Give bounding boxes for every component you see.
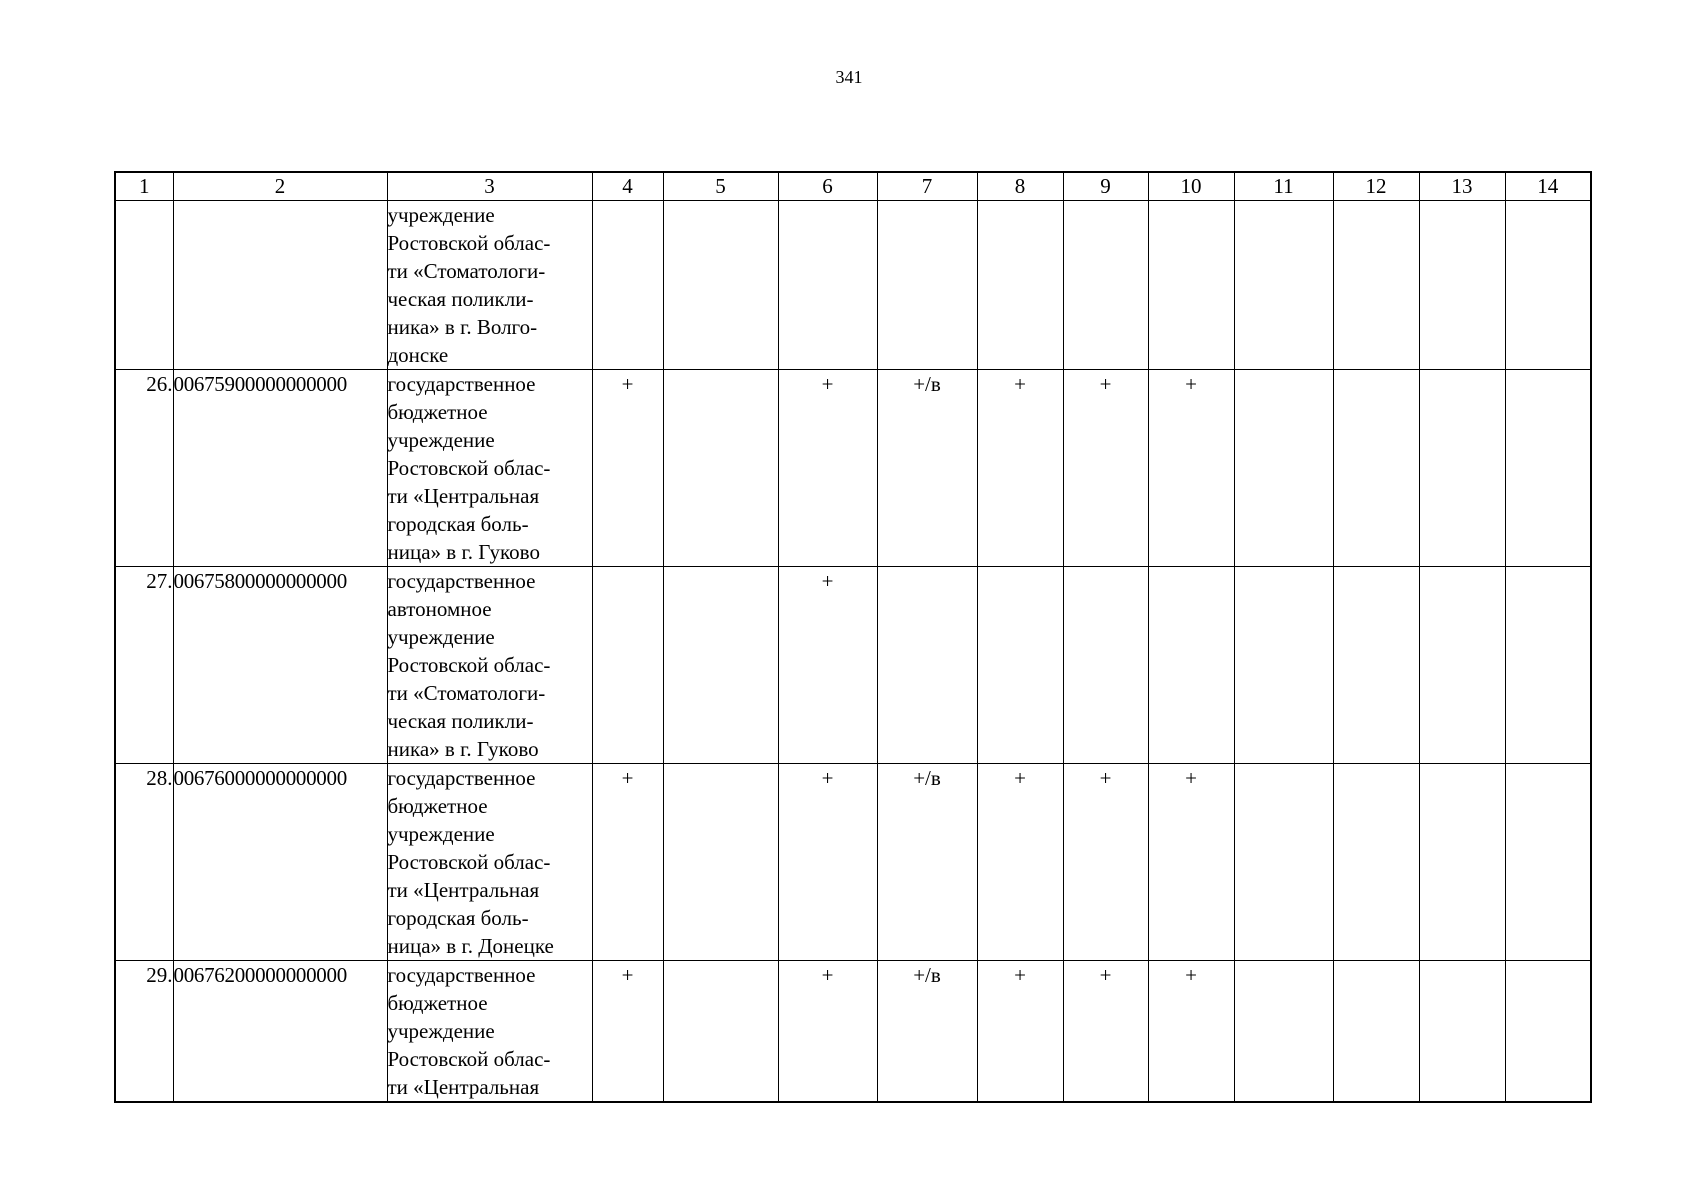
mark-col-13 <box>1419 201 1505 370</box>
row-number <box>115 201 173 370</box>
organization-code: 00675800000000000 <box>173 567 387 764</box>
mark-col-4: + <box>592 370 663 567</box>
organization-name-line: городская боль- <box>387 906 529 930</box>
mark-col-11 <box>1234 764 1333 961</box>
row-number: 29. <box>115 961 173 1103</box>
column-header-14: 14 <box>1505 172 1591 201</box>
mark-col-4: + <box>592 961 663 1103</box>
mark-col-12 <box>1333 764 1419 961</box>
mark-col-10 <box>1148 201 1234 370</box>
organization-name-line: бюджетное <box>387 794 488 818</box>
mark-col-7 <box>877 201 977 370</box>
organization-name-line: Ростовской облас- <box>387 653 551 677</box>
organization-name-line: Ростовской облас- <box>387 231 551 255</box>
mark-col-11 <box>1234 961 1333 1103</box>
mark-col-4: + <box>592 764 663 961</box>
mark-col-13 <box>1419 567 1505 764</box>
organization-name-line: ческая поликли- <box>387 287 534 311</box>
column-header-8: 8 <box>977 172 1063 201</box>
mark-col-14 <box>1505 567 1591 764</box>
column-header-13: 13 <box>1419 172 1505 201</box>
mark-col-13 <box>1419 764 1505 961</box>
organization-name-line: ти «Центральная <box>387 1075 540 1099</box>
mark-col-4 <box>592 201 663 370</box>
mark-col-11 <box>1234 201 1333 370</box>
header-row <box>115 172 1591 201</box>
mark-col-6: + <box>778 764 877 961</box>
column-header-6: 6 <box>778 172 877 201</box>
organization-name <box>387 567 592 764</box>
mark-col-8 <box>977 201 1063 370</box>
mark-col-14 <box>1505 764 1591 961</box>
organization-code <box>173 201 387 370</box>
row-number: 27. <box>115 567 173 764</box>
organization-name-line: Ростовской облас- <box>387 850 551 874</box>
mark-col-8: + <box>977 370 1063 567</box>
mark-col-12 <box>1333 567 1419 764</box>
organization-name-line: государственное <box>387 569 536 593</box>
organization-name-line: ника» в г. Гуково <box>387 737 539 761</box>
mark-col-10 <box>1148 567 1234 764</box>
column-header-3: 3 <box>387 172 592 201</box>
column-header-12: 12 <box>1333 172 1419 201</box>
organization-name <box>387 961 592 1103</box>
column-header-9: 9 <box>1063 172 1148 201</box>
organization-name-line: учреждение <box>387 625 495 649</box>
table-row <box>115 764 1591 961</box>
organization-name-line: учреждение <box>387 822 495 846</box>
mark-col-8 <box>977 567 1063 764</box>
mark-col-14 <box>1505 370 1591 567</box>
page-number: 341 <box>835 67 863 87</box>
organization-name-line: ти «Стоматологи- <box>387 681 546 705</box>
mark-col-7: +/в <box>877 370 977 567</box>
organization-name-line: учреждение <box>387 203 495 227</box>
organization-code: 00676200000000000 <box>173 961 387 1103</box>
mark-col-8: + <box>977 961 1063 1103</box>
organization-name-line: бюджетное <box>387 400 488 424</box>
organization-name-line: ти «Центральная <box>387 878 540 902</box>
mark-col-7 <box>877 567 977 764</box>
mark-col-6: + <box>778 567 877 764</box>
organization-name-line: бюджетное <box>387 991 488 1015</box>
organization-name <box>387 201 592 370</box>
data-table <box>114 171 1592 1103</box>
table-row <box>115 567 1591 764</box>
organization-name-line: Ростовской облас- <box>387 1047 551 1071</box>
mark-col-11 <box>1234 370 1333 567</box>
row-number: 26. <box>115 370 173 567</box>
organization-name-line: ника» в г. Волго- <box>387 315 538 339</box>
organization-name-line: донске <box>387 343 449 367</box>
mark-col-5 <box>663 201 778 370</box>
mark-col-9: + <box>1063 961 1148 1103</box>
table-row <box>115 961 1591 1103</box>
mark-col-6: + <box>778 961 877 1103</box>
column-header-1: 1 <box>115 172 173 201</box>
mark-col-9 <box>1063 201 1148 370</box>
mark-col-10: + <box>1148 961 1234 1103</box>
mark-col-9 <box>1063 567 1148 764</box>
organization-code: 00675900000000000 <box>173 370 387 567</box>
mark-col-12 <box>1333 961 1419 1103</box>
column-header-5: 5 <box>663 172 778 201</box>
organization-name-line: городская боль- <box>387 512 529 536</box>
table-row <box>115 370 1591 567</box>
mark-col-7: +/в <box>877 764 977 961</box>
organization-name-line: ти «Стоматологи- <box>387 259 546 283</box>
column-header-11: 11 <box>1234 172 1333 201</box>
organization-name <box>387 764 592 961</box>
mark-col-11 <box>1234 567 1333 764</box>
organization-name <box>387 370 592 567</box>
mark-col-8: + <box>977 764 1063 961</box>
mark-col-9: + <box>1063 764 1148 961</box>
organization-name-line: ница» в г. Гуково <box>387 540 540 564</box>
table-row <box>115 201 1591 370</box>
mark-col-14 <box>1505 201 1591 370</box>
organization-name-line: учреждение <box>387 428 495 452</box>
mark-col-10: + <box>1148 764 1234 961</box>
organization-name-line: государственное <box>387 963 536 987</box>
mark-col-5 <box>663 370 778 567</box>
mark-col-9: + <box>1063 370 1148 567</box>
organization-name-line: автономное <box>387 597 492 621</box>
mark-col-6 <box>778 201 877 370</box>
row-number: 28. <box>115 764 173 961</box>
mark-col-10: + <box>1148 370 1234 567</box>
organization-name-line: ти «Центральная <box>387 484 540 508</box>
mark-col-6: + <box>778 370 877 567</box>
mark-col-12 <box>1333 370 1419 567</box>
column-header-7: 7 <box>877 172 977 201</box>
mark-col-4 <box>592 567 663 764</box>
mark-col-13 <box>1419 370 1505 567</box>
mark-col-5 <box>663 961 778 1103</box>
mark-col-5 <box>663 764 778 961</box>
column-header-4: 4 <box>592 172 663 201</box>
mark-col-13 <box>1419 961 1505 1103</box>
organization-name-line: ница» в г. Донецке <box>387 934 554 958</box>
organization-name-line: государственное <box>387 766 536 790</box>
column-header-2: 2 <box>173 172 387 201</box>
organization-code: 00676000000000000 <box>173 764 387 961</box>
organization-name-line: Ростовской облас- <box>387 456 551 480</box>
mark-col-12 <box>1333 201 1419 370</box>
organization-name-line: учреждение <box>387 1019 495 1043</box>
column-header-10: 10 <box>1148 172 1234 201</box>
organization-name-line: государственное <box>387 372 536 396</box>
mark-col-14 <box>1505 961 1591 1103</box>
organization-name-line: ческая поликли- <box>387 709 534 733</box>
mark-col-5 <box>663 567 778 764</box>
mark-col-7: +/в <box>877 961 977 1103</box>
